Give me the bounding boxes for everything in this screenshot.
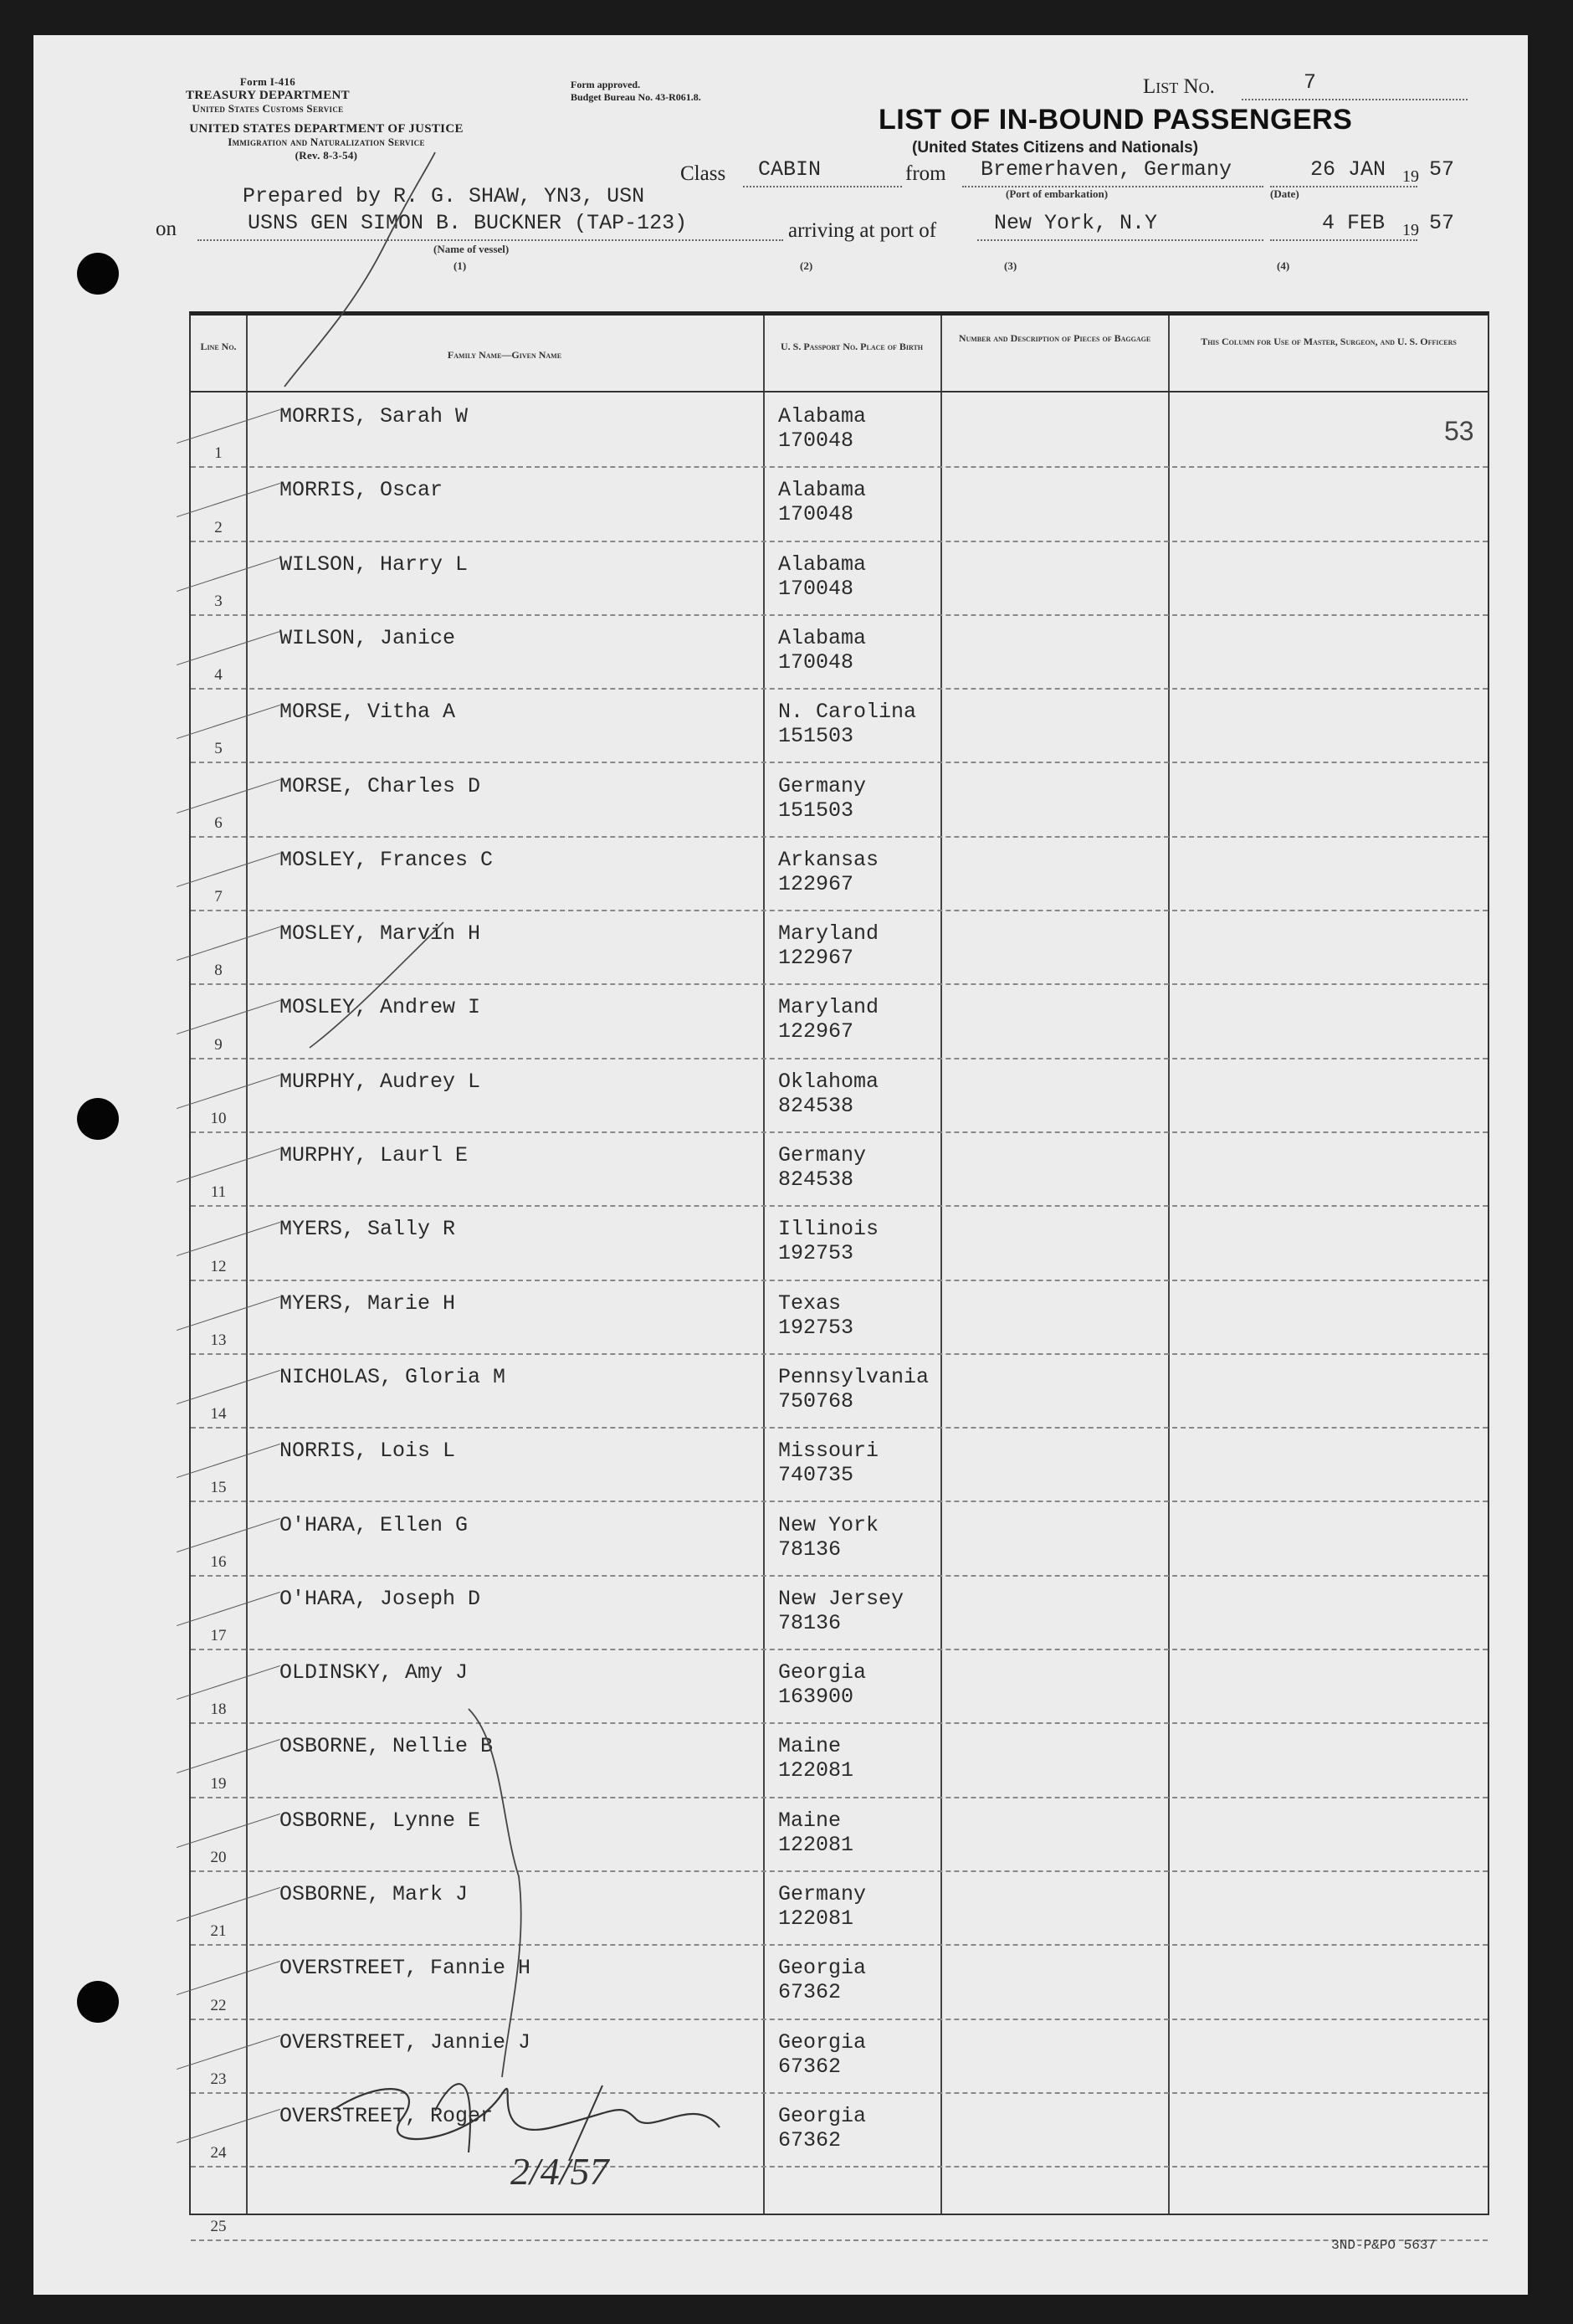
passenger-name: WILSON, Janice [279,625,456,650]
dept-justice-sub: Immigration and Naturalization Service [228,136,425,148]
passenger-name: OSBORNE, Nellie B [279,1734,494,1759]
place-of-birth: Maryland [778,921,879,947]
line-number: 18 [210,1701,227,1719]
passenger-name: MURPHY, Audrey L [279,1069,481,1094]
line-number: 12 [210,1257,227,1275]
line-number: 3 [214,592,223,610]
line-number: 11 [210,1183,227,1202]
passenger-name: MORRIS, Oscar [279,478,443,503]
passenger-name: OVERSTREET, Roger [279,2103,494,2128]
arrival-date: 4 FEB [1322,211,1386,235]
passenger-name: NORRIS, Lois L [279,1439,456,1464]
line-number: 7 [214,888,223,906]
line-number: 1 [214,444,223,463]
place-of-birth: N. Carolina [778,700,917,725]
passport-number: 122967 [778,1019,854,1044]
class-value: CABIN [758,157,822,182]
line-number: 23 [210,2070,227,2088]
place-of-birth: Maryland [778,995,879,1020]
list-no-label: List No. [1143,75,1215,98]
passenger-name: MYERS, Sally R [279,1217,456,1242]
passport-number: 67362 [778,2054,842,2079]
form-revision: (Rev. 8-3-54) [295,149,358,162]
passport-number: 151503 [778,798,854,823]
line-number: 16 [210,1552,227,1571]
header-officers: This Column for Use of Master, Surgeon, and U. S. Officers [1201,336,1457,347]
line-number: 14 [210,1405,227,1424]
prepared-by: Prepared by R. G. SHAW, YN3, USN [243,184,645,208]
form-approved: Form approved. [571,79,641,90]
date-caption: (Date) [1270,187,1299,200]
passport-number: 170048 [778,576,854,601]
arrival-year-prefix: 19 [1402,221,1419,239]
place-of-birth: Oklahoma [778,1069,879,1094]
signature-date: 2/4/57 [510,2150,609,2193]
col-num-4: (4) [1277,259,1290,272]
form-number: Form I-416 [239,75,296,88]
passport-number: 67362 [778,2127,842,2152]
passenger-name: NICHOLAS, Gloria M [279,1364,506,1389]
passenger-name: MOSLEY, Marvin H [279,921,481,947]
line-number: 20 [210,1848,227,1866]
passport-number: 122081 [778,1832,854,1857]
passenger-name: MORRIS, Sarah W [279,404,469,428]
passport-number: 750768 [778,1388,854,1413]
place-of-birth: Georgia [778,2029,867,2055]
place-of-birth: Alabama [778,404,867,428]
passport-number: 824538 [778,1093,854,1118]
passport-number: 170048 [778,502,854,527]
header-baggage: Number and Description of Pieces of Baggage [958,332,1151,344]
line-number: 17 [210,1627,227,1645]
dept-treasury-sub: United States Customs Service [192,102,344,115]
line-number: 22 [210,1996,227,2014]
place-of-birth: Missouri [778,1439,879,1464]
page-mark: 53 [1444,416,1474,446]
passenger-name: O'HARA, Joseph D [279,1586,481,1611]
passenger-name: OVERSTREET, Jannie J [279,2029,531,2055]
place-of-birth: Alabama [778,552,867,577]
header-line-no: Line No. [200,341,237,352]
passport-number: 151503 [778,724,854,749]
printer-code: 3ND-P&PO 5637 [1331,2238,1436,2253]
passport-number: 170048 [778,649,854,675]
passport-number: 192753 [778,1241,854,1266]
passenger-name: OVERSTREET, Fannie H [279,1956,531,1981]
line-number: 13 [210,1331,227,1349]
place-of-birth: New Jersey [778,1586,904,1611]
col-num-2: (2) [800,259,813,272]
line-number: 9 [214,1035,223,1054]
passport-number: 78136 [778,1537,842,1562]
line-number: 19 [210,1774,227,1793]
passport-number: 740735 [778,1463,854,1488]
place-of-birth: Georgia [778,1956,867,1981]
place-of-birth: Arkansas [778,847,879,872]
passenger-name: MURPHY, Laurl E [279,1143,469,1167]
passport-number: 122081 [778,1906,854,1931]
line-number: 10 [210,1109,227,1127]
place-of-birth: Maine [778,1808,842,1833]
port-of-embarkation: Bremerhaven, Germany [981,157,1232,182]
on-label: on [156,218,177,240]
passenger-name: OSBORNE, Mark J [279,1882,469,1906]
passenger-name: OSBORNE, Lynne E [279,1808,481,1833]
arriving-label: arriving at port of [788,219,937,242]
dept-justice: UNITED STATES DEPARTMENT OF JUSTICE [189,122,464,136]
place-of-birth: Texas [778,1290,842,1316]
passport-number: 192753 [778,1315,854,1340]
place-of-birth: Germany [778,773,867,798]
passenger-name: MOSLEY, Frances C [279,847,494,872]
line-number: 21 [210,1922,227,1941]
line-number: 5 [214,740,223,758]
place-of-birth: Pennsylvania [778,1364,930,1389]
passenger-name: WILSON, Harry L [279,552,469,577]
class-label: Class [680,162,726,185]
departure-year-prefix: 19 [1402,167,1419,186]
passenger-name: MORSE, Charles D [279,773,481,798]
place-of-birth: Alabama [778,478,867,503]
header-name: Family Name—Given Name [447,349,562,361]
passport-number: 163900 [778,1685,854,1710]
form-subtitle: (United States Citizens and Nationals) [912,139,1199,156]
passenger-name: OLDINSKY, Amy J [279,1660,469,1685]
form-page [33,35,1528,2295]
col-num-3: (3) [1004,259,1017,272]
port-embark-caption: (Port of embarkation) [1006,187,1109,200]
from-label: from [905,162,946,185]
passport-number: 78136 [778,1610,842,1635]
signature-scribble [33,35,1528,2295]
line-number: 2 [214,518,223,536]
place-of-birth: Germany [778,1882,867,1906]
place-of-birth: New York [778,1512,879,1537]
departure-date: 26 JAN [1310,157,1386,182]
budget-bureau: Budget Bureau No. 43-R061.8. [571,91,701,103]
arrival-year: 57 [1429,211,1455,235]
line-number: 6 [214,813,223,832]
passport-number: 122967 [778,871,854,896]
place-of-birth: Illinois [778,1217,879,1242]
passport-number: 122967 [778,946,854,971]
passenger-name: O'HARA, Ellen G [279,1512,469,1537]
passenger-name: MYERS, Marie H [279,1290,456,1316]
departure-year: 57 [1429,157,1455,182]
line-number: 15 [210,1479,227,1497]
line-number: 8 [214,962,223,980]
place-of-birth: Maine [778,1734,842,1759]
place-of-birth: Georgia [778,1660,867,1685]
line-number: 24 [210,2144,227,2162]
passenger-name: MOSLEY, Andrew I [279,995,481,1020]
arrival-port: New York, N.Y [994,211,1158,235]
passport-number: 824538 [778,1167,854,1192]
line-number: 4 [214,666,223,685]
header-passport: U. S. Passport No. Place of Birth [780,341,923,352]
vessel-name: USNS GEN SIMON B. BUCKNER (TAP-123) [248,211,688,235]
passenger-name: MORSE, Vitha A [279,700,456,725]
list-no-value: 7 [1304,70,1317,95]
col-num-1: (1) [453,259,467,272]
line-number: 25 [210,2218,227,2236]
passport-number: 67362 [778,1980,842,2005]
vessel-caption: (Name of vessel) [433,243,510,255]
dept-treasury: TREASURY DEPARTMENT [186,89,350,102]
passport-number: 170048 [778,428,854,453]
place-of-birth: Alabama [778,625,867,650]
passport-number: 122081 [778,1758,854,1783]
form-title: LIST OF IN-BOUND PASSENGERS [879,104,1353,136]
place-of-birth: Georgia [778,2103,867,2128]
place-of-birth: Germany [778,1143,867,1167]
